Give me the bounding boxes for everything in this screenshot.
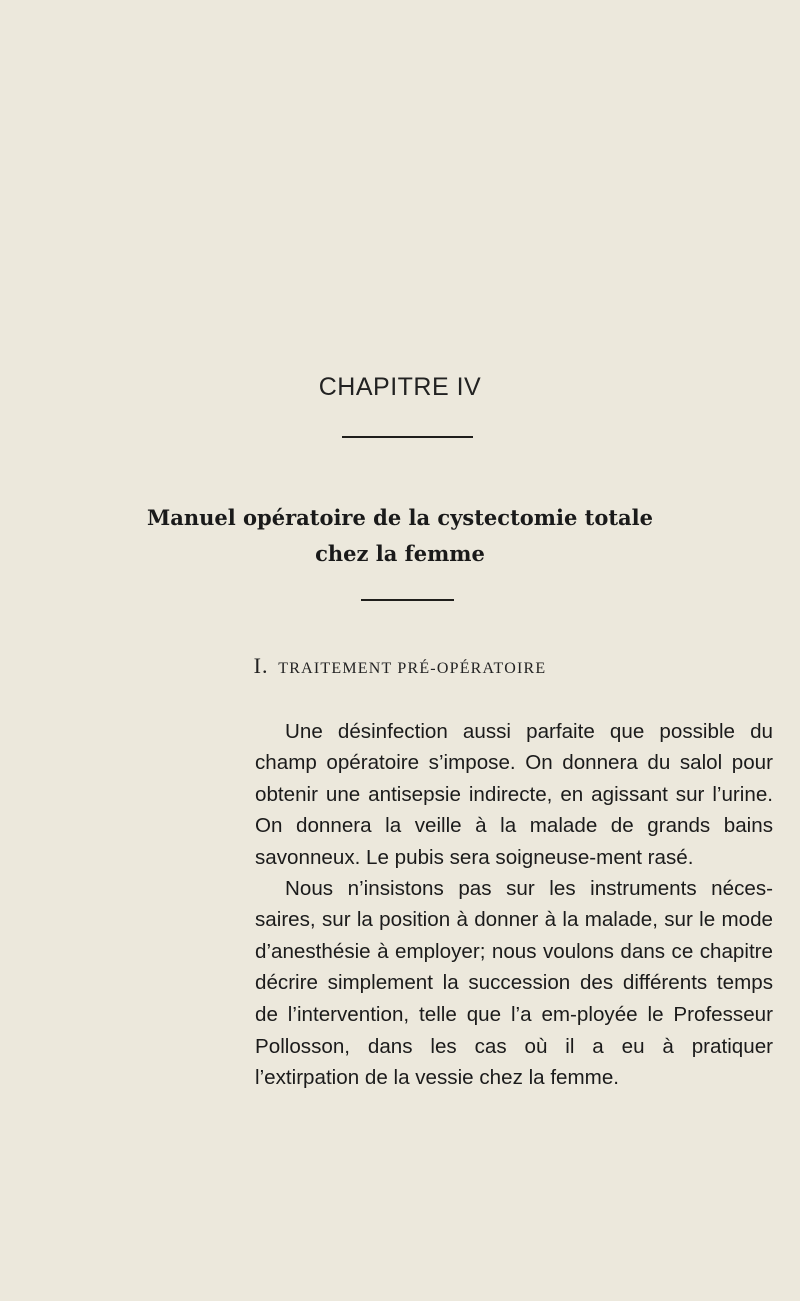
body-paragraph: Nous n’insistons pas sur les instruments néces-saires, sur la position à donner à la malade, sur le mode d’anesthésie à employer; nous voulons dans ce chapitre décrire simplement la succession des différents temps de l’intervention, telle que l’a em-ployée le Professeur Pollosson, dans les cas où il a eu à pratiquer l’extirpation de la vessie chez la femme. [255, 876, 773, 1090]
chapter-title [0, 500, 800, 572]
section-numeral: I. [253, 653, 269, 678]
chapter-title-line-1: Manuel opératoire de la cystectomie totale [146, 505, 654, 530]
chapter-title-line-2: chez la femme [315, 541, 485, 566]
body-paragraph: Une désinfection aussi parfaite que possible du champ opératoire s’impose. On donnera du salol pour obtenir une antisepsie indirecte, en agissant sur l’urine. On donnera la veille à la malade de grands bains savonneux. Le pubis sera soigneuse-ment rasé. [255, 719, 773, 869]
chapter-heading: CHAPITRE IV [318, 373, 482, 401]
section-label: TRAITEMENT PRÉ-OPÉRATOIRE [278, 660, 547, 677]
divider-rule-top [342, 436, 473, 438]
divider-rule-bottom [361, 599, 454, 601]
section-heading [0, 653, 800, 679]
